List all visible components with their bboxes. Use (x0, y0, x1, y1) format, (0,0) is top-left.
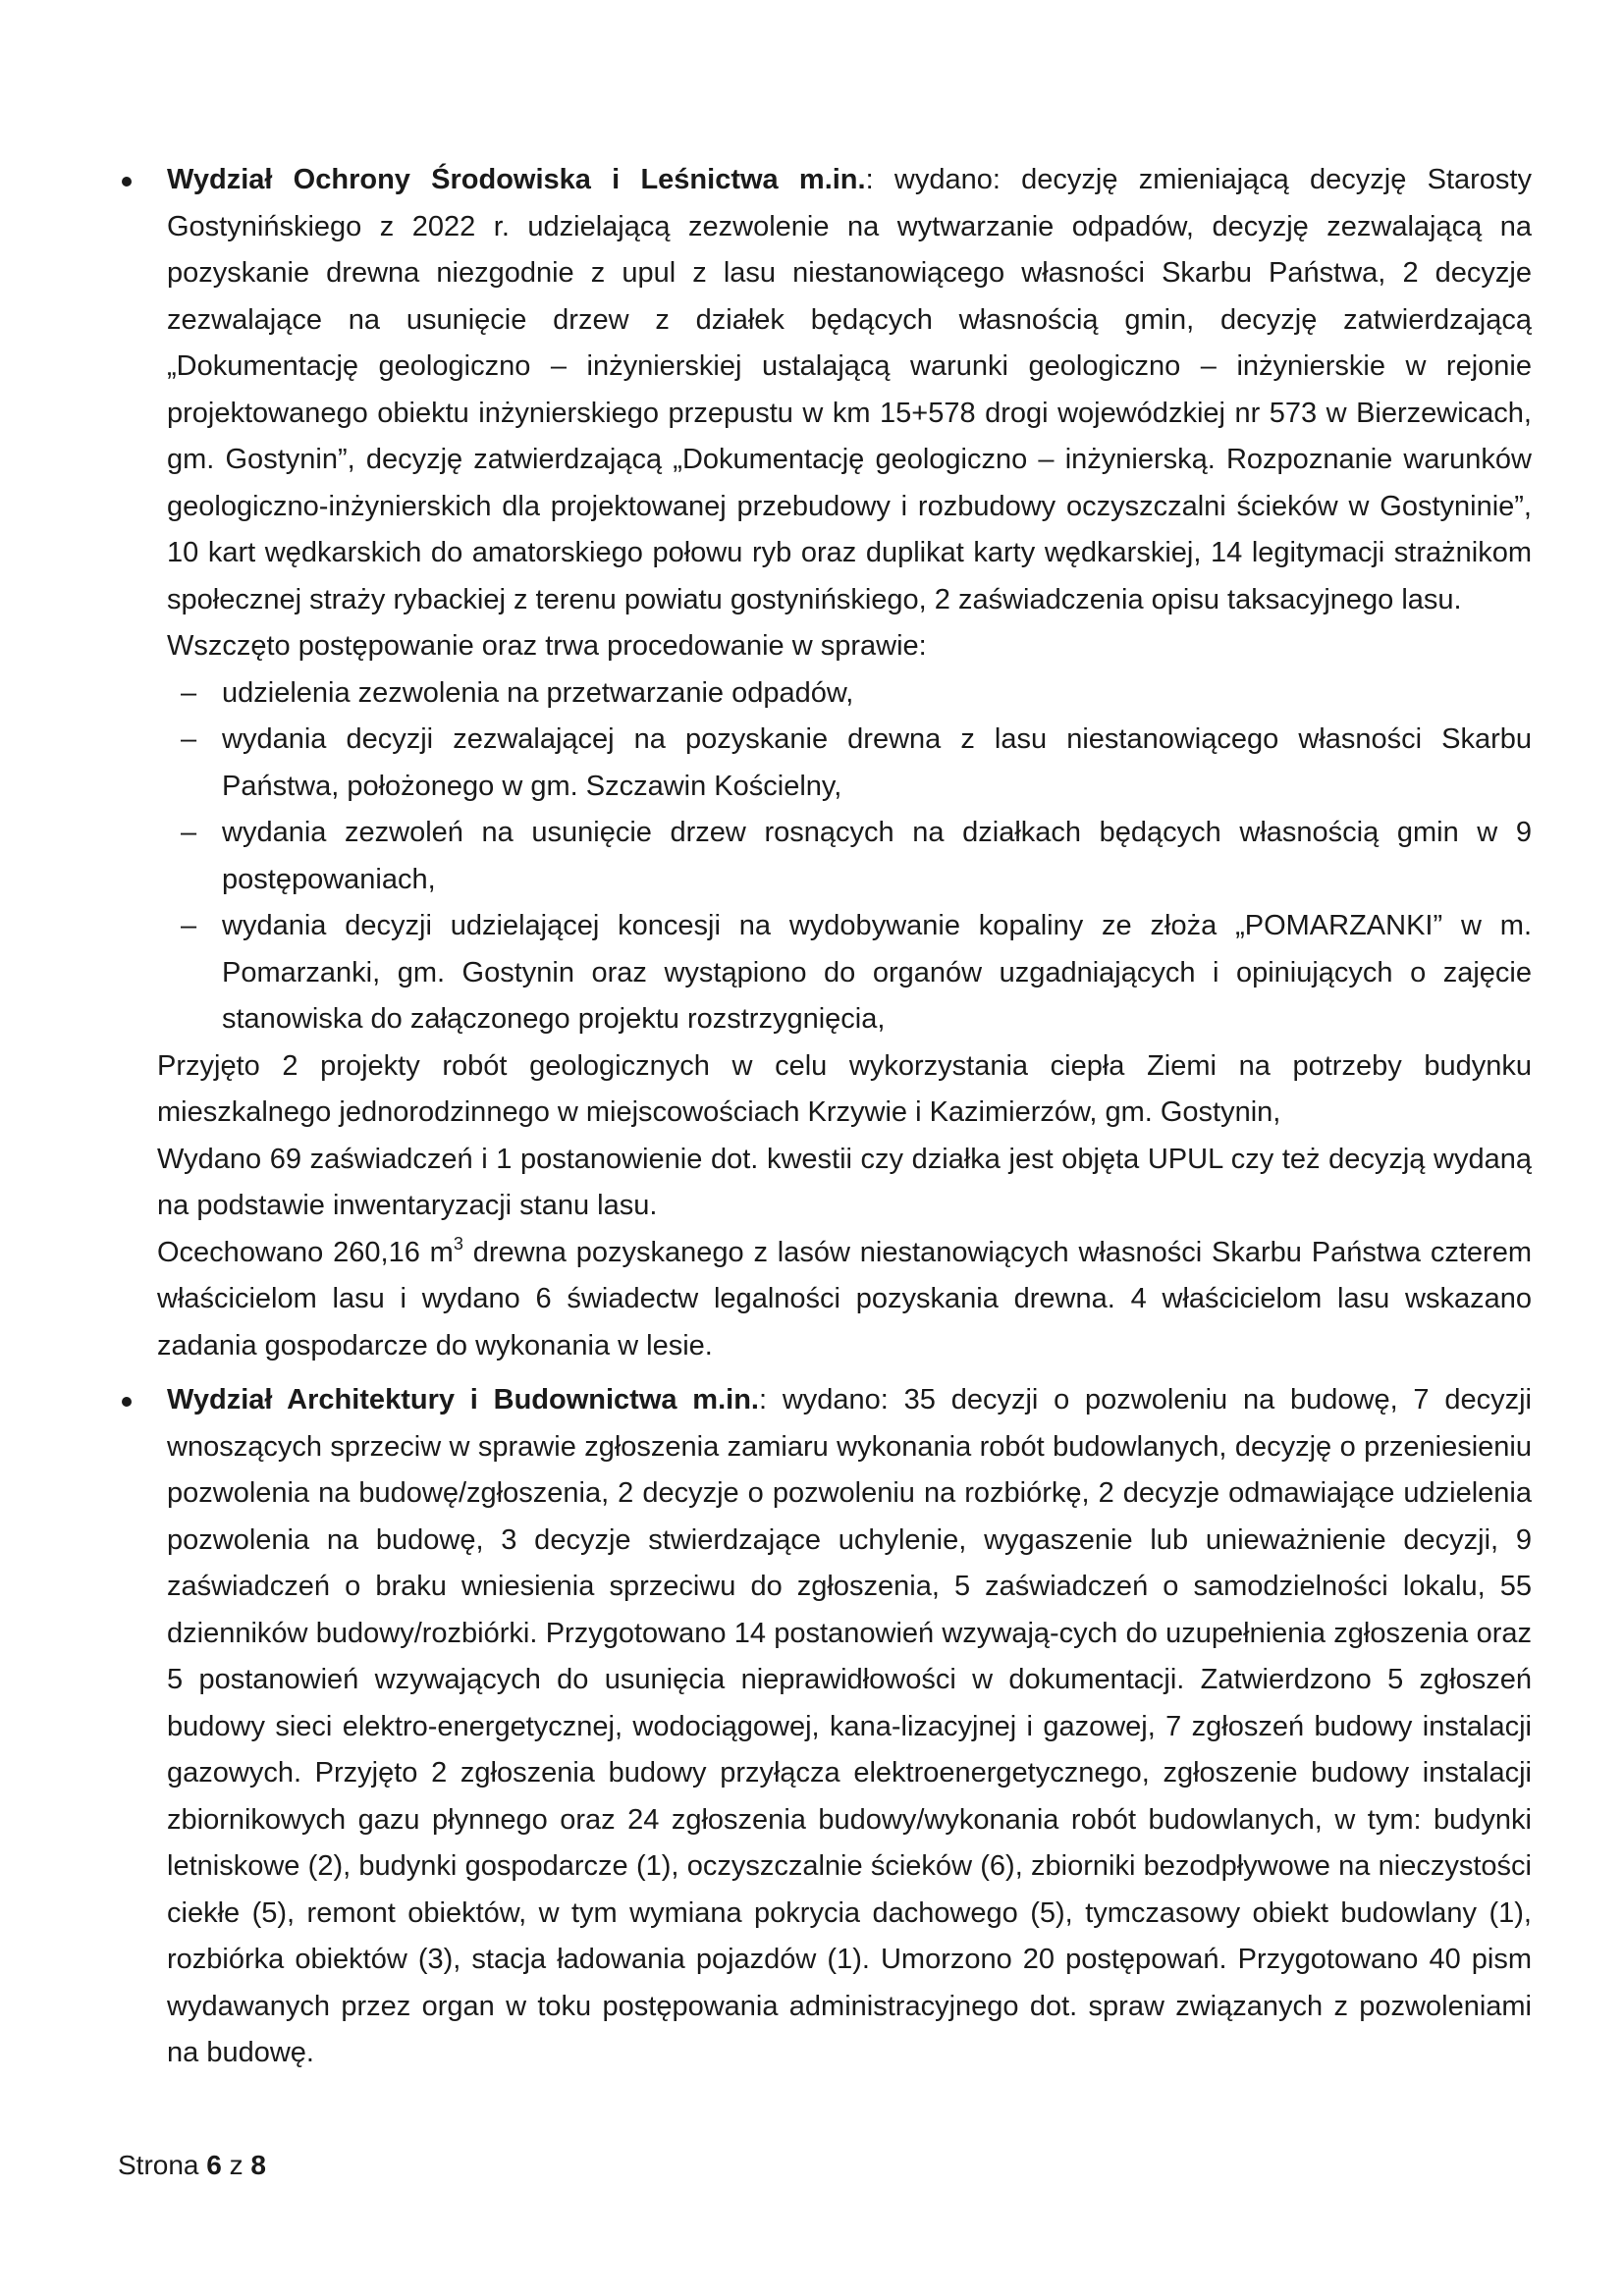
footer-page-total: 8 (250, 2150, 266, 2180)
section-architecture (118, 1377, 1532, 2077)
section-body: : wydano: 35 decyzji o pozwoleniu na budowę, 7 decyzji wnoszących sprzeciw w sprawie zgłoszenia zamiaru wykonania robót budowlanych, decyzję o przeniesieniu pozwolenia na budowę/zgłoszenia, 2 decyzje o pozwoleniu na rozbiórkę, 2 decyzje odmawiające udzielenia pozwolenia na budowę, 3 decyzje stwierdzające uchylenie, wygaszenie lub unieważnienie decyzji, 9 zaświadczeń o braku wniesienia sprzeciwu do zgłoszenia, 5 zaświadczeń o samodzielności lokalu, 55 dzienników budowy/rozbiórki. Przygotowano 14 postanowień wzywają-cych do uzupełnienia zgłoszenia oraz 5 postanowień wzywających do usunięcia nieprawidłowości w dokumentacji. Zatwierdzono 5 zgłoszeń budowy sieci elektro-energetycznej, wodociągowej, kana-lizacyjnej i gazowej, 7 zgłoszeń budowy instalacji gazowych. Przyjęto 2 zgłoszenia budowy przyłącza elektroenergetycznego, zgłoszenie budowy instalacji zbiornikowych gazu płynnego oraz 24 zgłoszenia budowy/wykonania robót budowlanych, w tym: budynki letniskowe (2), budynki gospodarcze (1), oczyszczalnie ścieków (6), zbiorniki bezodpływowe na nieczystości ciekłe (5), remont obiektów, w tym wymiana pokrycia dachowego (5), tymczasowy obiekt budowlany (1), rozbiórka obiektów (3), stacja ładowania pojazdów (1). Umorzono 20 postępowań. Przygotowano 40 pism wydawanych przez organ w toku postępowania administracyjnego dot. spraw związanych z pozwoleniami na budowę. (167, 1384, 1532, 2068)
footer-page-number: 6 (206, 2150, 222, 2180)
footer-separator: z (221, 2150, 251, 2180)
footer-label: Strona (118, 2150, 207, 2180)
proceedings-list (118, 670, 1532, 1043)
proceedings-intro: Wszczęto postępowanie oraz trwa procedowanie w sprawie: (167, 630, 927, 662)
list-item: – wydania decyzji udzielającej koncesji na wydobywanie kopaliny ze złoża „POMARZANKI” w m. Pomarzanki, gm. Gostynin oraz wystąpiono do organów uzgadniających i opiniujących o zajęcie stanowiska do załączonego projektu rozstrzygnięcia, (181, 910, 1532, 1035)
section-heading: Wydział Architektury i Budownictwa m.in. (167, 1384, 759, 1415)
list-item: – wydania zezwoleń na usunięcie drzew rosnących na działkach będących własnością gmin w 9 postępowaniach, (181, 817, 1532, 895)
bullet-icon (122, 177, 132, 187)
list-item: – udzielenia zezwolenia na przetwarzanie odpadów, (181, 676, 854, 709)
section-intro: : wydano: decyzję zmieniającą decyzję Starosty Gostynińskiego z 2022 r. udzielającą zezwolenie na wytwarzanie odpadów, decyzję zezwalającą na pozyskanie drewna niezgodnie z upul z lasu niestanowiącego własności Skarbu Państwa, 2 decyzje zezwalające na usunięcie drzew z działek będących własnością gmin, decyzję zatwierdzającą „Dokumentację geologiczno – inżynierskiej ustalającą warunki geologiczno – inżynierskie w rejonie projektowanego obiektu inżynierskiego przepustu w km 15+578 drogi wojewódzkiej nr 573 w Bierzewicach, gm. Gostynin”, decyzję zatwierdzającą „Dokumentację geologiczno – inżynierską. Rozpoznanie warunków geologiczno-inżynierskich dla projektowanej przebudowy i rozbudowy oczyszczalni ścieków w Gostyninie”, 10 kart wędkarskich do amatorskiego połowu ryb oraz duplikat karty wędkarskiej, 14 legitymacji strażnikom społecznej straży rybackiej z terenu powiatu gostynińskiego, 2 zaświadczenia opisu taksacyjnego lasu. (167, 164, 1532, 615)
bullet-item-architecture (118, 1377, 1532, 2077)
section-heading: Wydział Ochrony Środowiska i Leśnictwa m.in. (167, 164, 866, 195)
list-item: – wydania decyzji zezwalającej na pozyskanie drewna z lasu niestanowiącego własności Skarbu Państwa, położonego w gm. Szczawin Kościelny, (181, 723, 1532, 802)
section-environment (118, 157, 1532, 1369)
bullet-item-environment (118, 157, 1532, 623)
paragraph-certificates: Wydano 69 zaświadczeń i 1 postanowienie dot. kwestii czy działka jest objęta UPUL czy też decyzją wydaną na podstawie inwentaryzacji stanu lasu. (157, 1143, 1532, 1221)
page-footer (118, 2148, 266, 2183)
bullet-icon (122, 1397, 132, 1407)
paragraph-timber: Ocechowano 260,16 $m^3$ drewna pozyskanego z lasów niestanowiących własności Skarbu Państwa czterem właścicielom lasu i wydano 6 świadectw legalności pozyskania drewna. 4 właścicielom lasu wskazano zadania gospodarcze do wykonania w lesie. (157, 1233, 1532, 1362)
paragraph-projects: Przyjęto 2 projekty robót geologicznych w celu wykorzystania ciepła Ziemi na potrzeby budynku mieszkalnego jednorodzinnego w miejscowościach Krzywie i Kazimierzów, gm. Gostynin, (157, 1049, 1532, 1128)
